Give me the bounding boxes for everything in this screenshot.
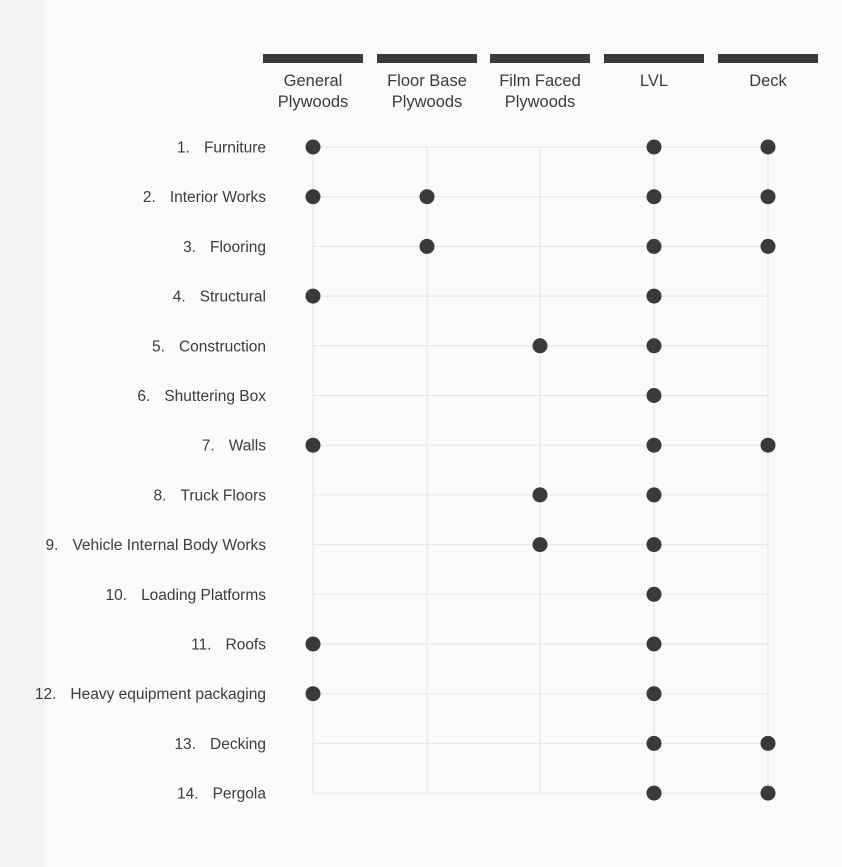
dot-row-3-col-4 <box>647 239 662 254</box>
row-number-6: 6. <box>137 388 151 405</box>
dot-row-5-col-4 <box>647 338 662 353</box>
dot-row-4-col-1 <box>306 289 321 304</box>
column-header-bar-1 <box>263 54 363 63</box>
dot-row-8-col-4 <box>647 487 662 502</box>
row-number-12: 12. <box>34 686 57 704</box>
row-label-14 <box>177 786 266 803</box>
dot-row-11-col-4 <box>647 637 662 652</box>
row-name-8: Truck Floors <box>180 487 266 505</box>
dot-row-2-col-1 <box>306 189 321 204</box>
column-header-label-3-line-1: Film Faced <box>499 72 581 90</box>
row-label-9 <box>46 537 267 554</box>
dot-row-4-col-4 <box>647 289 662 304</box>
row-name-14: Pergola <box>212 785 266 803</box>
row-label-5 <box>152 338 266 355</box>
dot-row-5-col-3 <box>533 338 548 353</box>
column-header-bar-4 <box>604 54 704 63</box>
row-label-13 <box>174 736 266 753</box>
row-number-13: 13. <box>174 735 196 753</box>
dot-row-2-col-2 <box>420 189 435 204</box>
row-name-7: Walls <box>228 437 266 455</box>
column-header-label-2-line-2: Plywoods <box>391 93 463 111</box>
dot-row-10-col-4 <box>647 587 662 602</box>
row-label-11 <box>191 637 266 654</box>
row-label-7 <box>202 438 266 455</box>
dot-row-7-col-4 <box>647 438 662 453</box>
column-header-label-4-line-1: LVL <box>639 72 669 90</box>
row-label-4 <box>173 289 266 306</box>
row-name-4: Structural <box>199 288 266 306</box>
dot-row-14-col-4 <box>647 786 662 801</box>
row-number-8: 8. <box>153 487 167 505</box>
row-number-1: 1. <box>177 139 190 157</box>
column-header-bar-3 <box>490 54 590 63</box>
row-number-5: 5. <box>152 338 165 356</box>
column-header-label-1-line-2: Plywoods <box>277 93 349 111</box>
row-name-10: Loading Platforms <box>141 586 266 604</box>
row-name-3: Flooring <box>210 238 266 256</box>
row-label-12 <box>35 686 266 703</box>
row-name-2: Interior Works <box>169 189 266 207</box>
column-header-label-3-line-2: Plywoods <box>504 93 576 111</box>
dot-row-12-col-4 <box>647 686 662 701</box>
row-label-3 <box>183 239 266 256</box>
row-number-7: 7. <box>201 437 215 455</box>
dot-row-7-col-1 <box>306 438 321 453</box>
row-name-13: Decking <box>210 735 266 753</box>
dot-row-12-col-1 <box>306 686 321 701</box>
column-header-label-1-line-1: General <box>283 72 343 90</box>
row-label-6 <box>137 388 266 405</box>
row-label-8 <box>154 487 267 504</box>
dot-row-1-col-5 <box>761 140 776 155</box>
dot-row-1-col-1 <box>306 140 321 155</box>
dot-row-11-col-1 <box>306 637 321 652</box>
row-name-11: Roofs <box>225 636 266 654</box>
row-label-10 <box>106 587 267 604</box>
dot-row-9-col-3 <box>533 537 548 552</box>
column-header-bar-5 <box>718 54 818 63</box>
row-number-10: 10. <box>105 586 128 604</box>
dot-row-6-col-4 <box>647 388 662 403</box>
row-number-14: 14. <box>177 785 199 803</box>
row-number-2: 2. <box>142 189 156 207</box>
row-labels <box>35 140 267 803</box>
row-name-12: Heavy equipment packaging <box>70 686 266 704</box>
dot-row-14-col-5 <box>761 786 776 801</box>
row-number-9: 9. <box>45 537 59 555</box>
dot-row-2-col-4 <box>647 189 662 204</box>
dot-row-13-col-5 <box>761 736 776 751</box>
dot-row-1-col-4 <box>647 140 662 155</box>
row-label-1 <box>177 140 266 157</box>
dot-row-8-col-3 <box>533 487 548 502</box>
row-name-6: Shuttering Box <box>164 388 266 405</box>
dot-row-9-col-4 <box>647 537 662 552</box>
row-number-11: 11. <box>191 636 212 654</box>
dot-row-7-col-5 <box>761 438 776 453</box>
column-header-label-2-line-1: Floor Base <box>387 72 467 90</box>
dot-row-3-col-2 <box>420 239 435 254</box>
dot-row-2-col-5 <box>761 189 776 204</box>
column-headers <box>263 54 818 111</box>
row-name-9: Vehicle Internal Body Works <box>72 537 266 555</box>
column-header-bar-2 <box>377 54 477 63</box>
dot-row-13-col-4 <box>647 736 662 751</box>
row-name-1: Furniture <box>203 139 266 157</box>
column-header-label-5-line-1: Deck <box>749 72 787 90</box>
row-name-5: Construction <box>178 338 266 356</box>
row-number-3: 3. <box>183 238 196 256</box>
row-number-4: 4. <box>172 288 186 306</box>
dot-row-3-col-5 <box>761 239 776 254</box>
grid-lines <box>313 147 768 793</box>
row-label-2 <box>143 189 266 206</box>
